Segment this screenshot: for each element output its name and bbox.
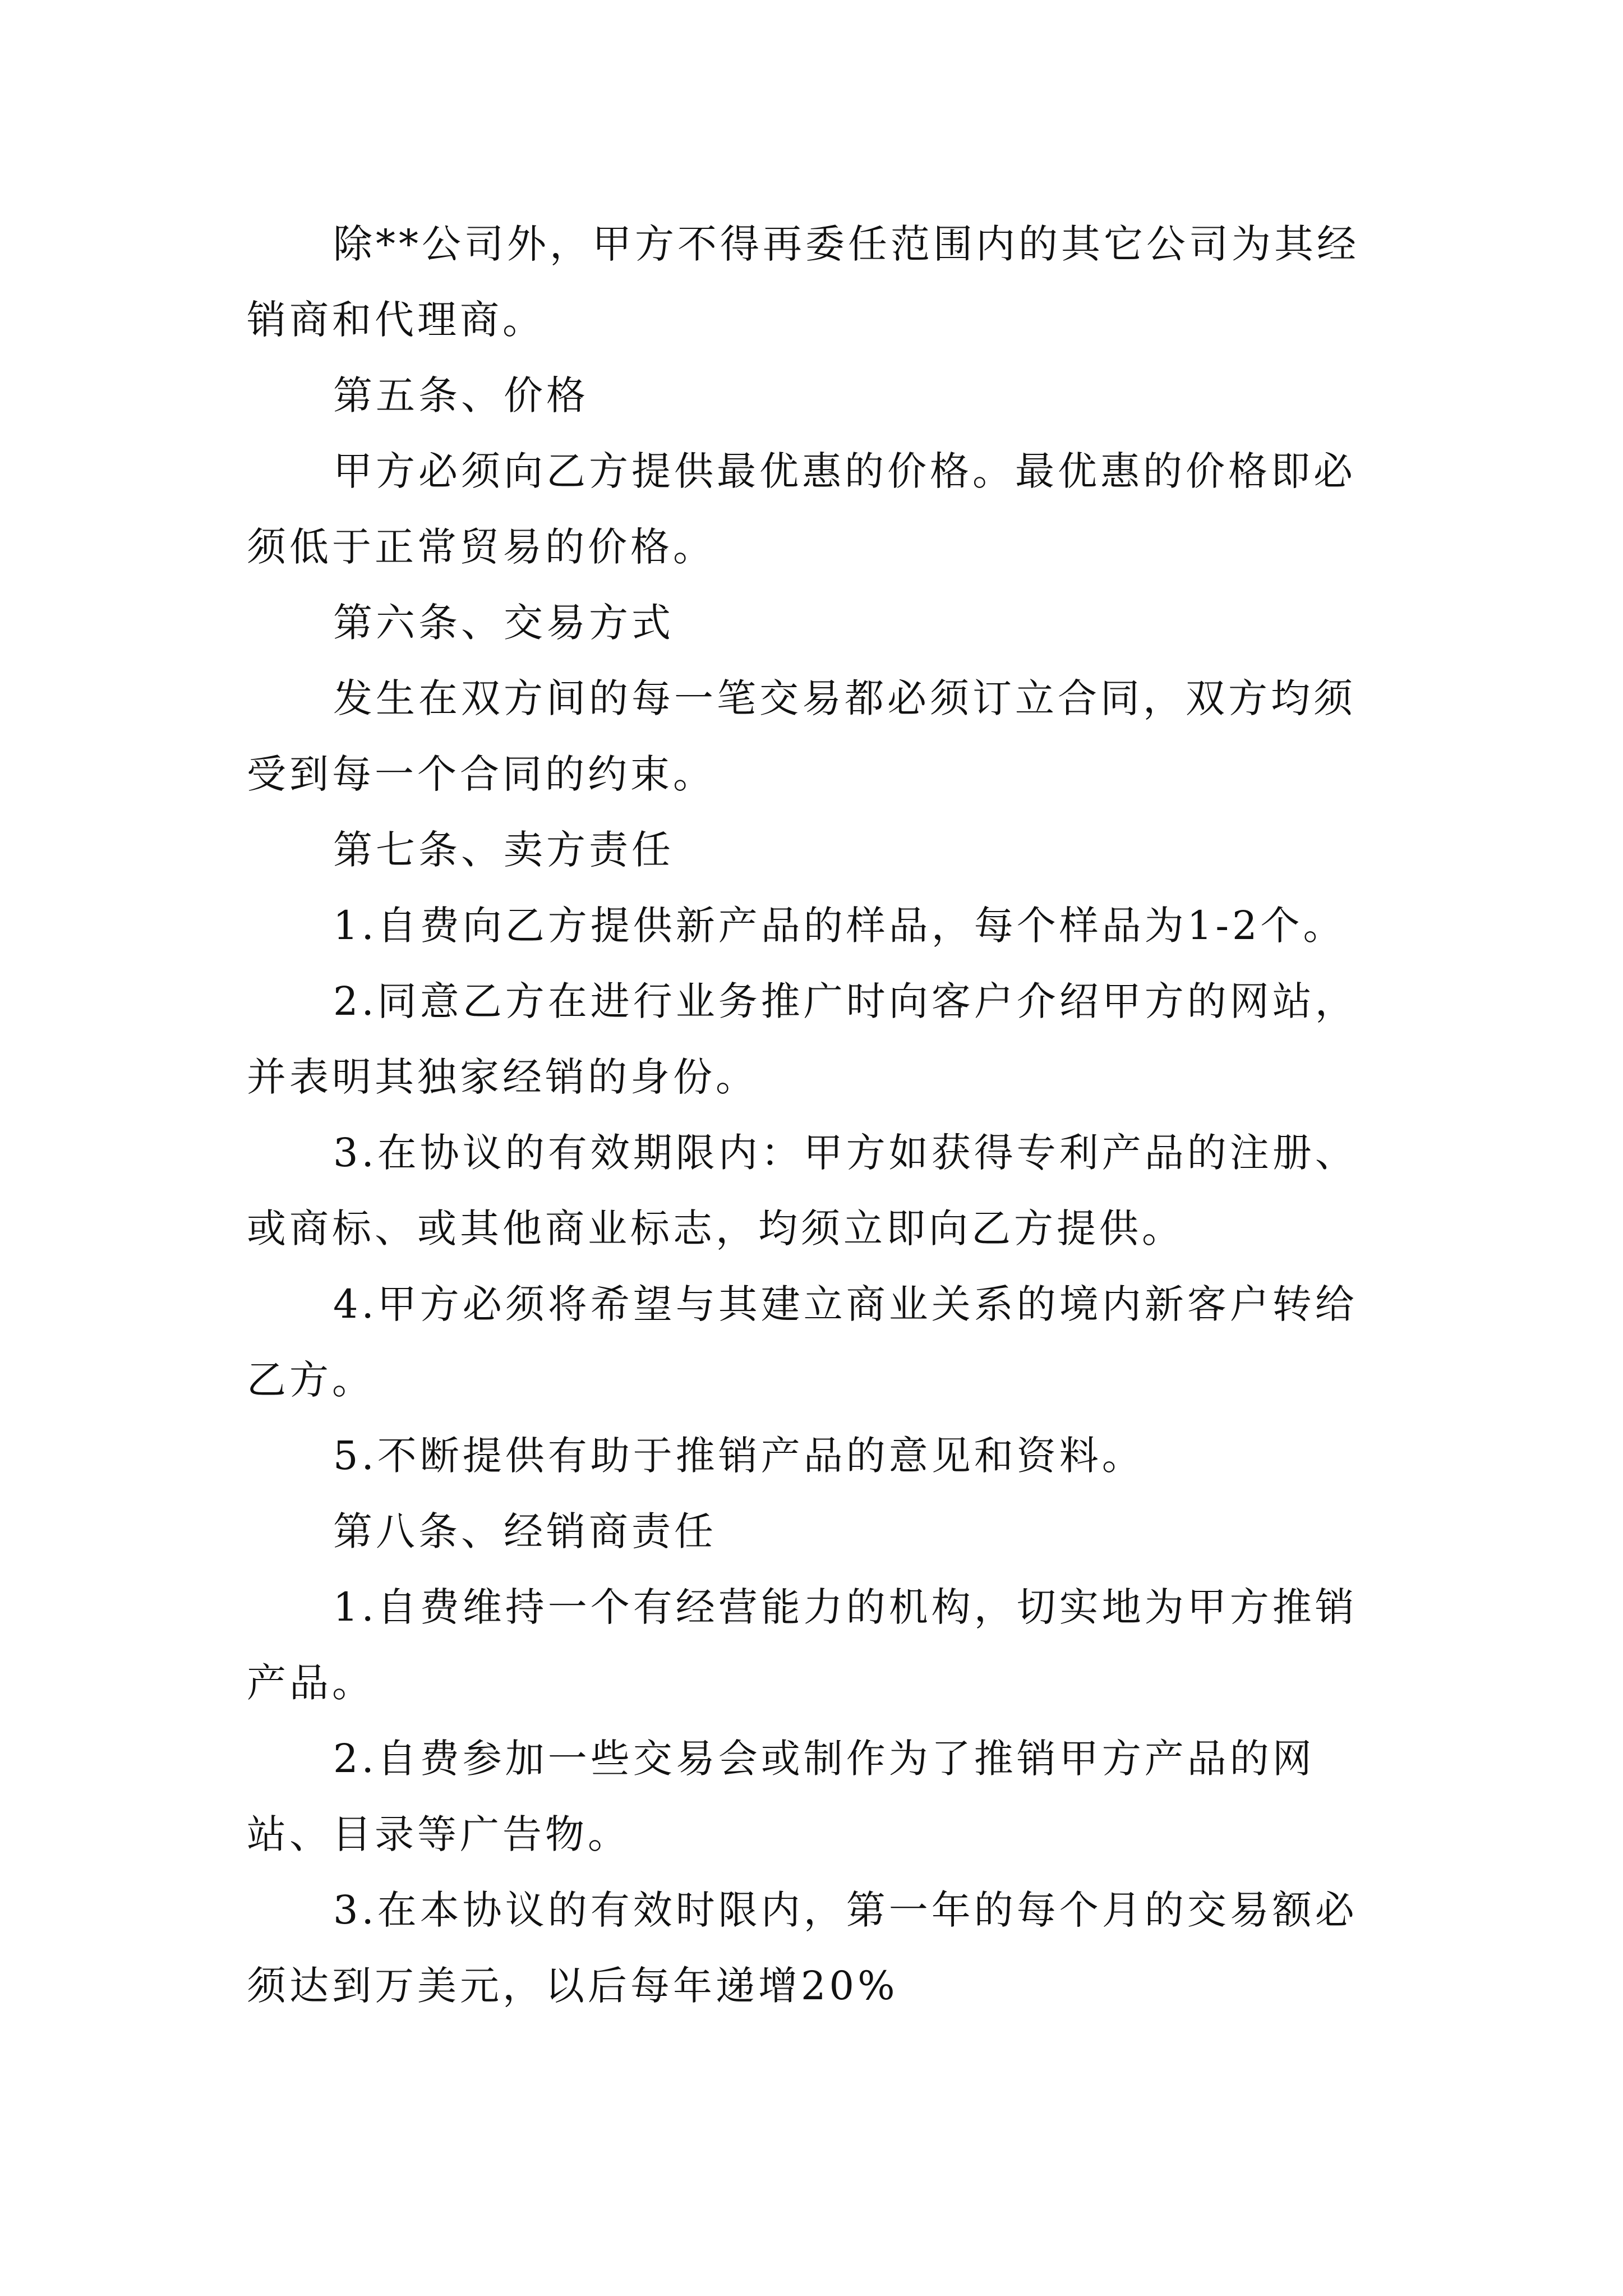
seller-duty-5: 5.不断提供有助于推销产品的意见和资料。 [333, 1433, 1145, 1479]
distributor-duty-1: 1.自费维持一个有经营能力的机构，切实地为甲方推销产品。 [247, 1584, 1358, 1706]
paragraph-transaction-method: 发生在双方间的每一笔交易都必须订立合同，双方均须受到每一个合同的约束。 [247, 675, 1356, 797]
seller-duty-4: 4.甲方必须将希望与其建立商业关系的境内新客户转给乙方。 [247, 1281, 1358, 1403]
article-5-heading: 第五条、价格 [333, 372, 589, 418]
distributor-duty-2: 2.自费参加一些交易会或制作为了推销甲方产品的网站、目录等广告物。 [247, 1736, 1315, 1857]
distributor-duty-3: 3.在本协议的有效时限内，第一年的每个月的交易额必须达到万美元，以后每年递增20% [247, 1887, 1358, 2009]
seller-duty-1: 1.自费向乙方提供新产品的样品，每个样品为1-2个。 [333, 903, 1346, 949]
document-body [247, 206, 1391, 2024]
seller-duty-3: 3.在协议的有效期限内：甲方如获得专利产品的注册、或商标、或其他商业标志，均须立即向乙方提供。 [247, 1130, 1358, 1251]
article-6-heading: 第六条、交易方式 [333, 600, 674, 646]
paragraph-exclusivity: 除**公司外，甲方不得再委任范围内的其它公司为其经销商和代理商。 [247, 221, 1359, 343]
paragraph-price: 甲方必须向乙方提供最优惠的价格。最优惠的价格即必须低于正常贸易的价格。 [247, 448, 1356, 570]
article-8-heading: 第八条、经销商责任 [333, 1508, 717, 1554]
seller-duty-2: 2.同意乙方在进行业务推广时向客户介绍甲方的网站，并表明其独家经销的身份。 [247, 978, 1358, 1100]
article-7-heading: 第七条、卖方责任 [333, 827, 674, 873]
